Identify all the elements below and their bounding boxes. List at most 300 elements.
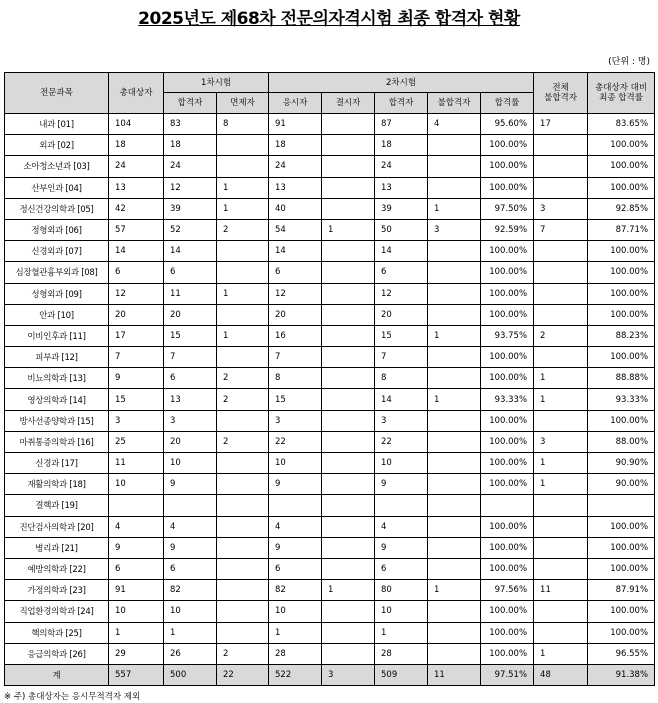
value-cell <box>534 262 588 283</box>
value-cell: 29 <box>109 643 164 664</box>
value-cell: 11 <box>164 283 217 304</box>
value-cell <box>428 431 481 452</box>
header-exam1: 1차시험 <box>164 73 269 93</box>
value-cell <box>322 537 375 558</box>
value-cell: 10 <box>375 601 428 622</box>
table-row <box>5 219 655 240</box>
value-cell: 100.00% <box>481 537 534 558</box>
value-cell: 91 <box>269 114 322 135</box>
value-cell <box>322 325 375 346</box>
value-cell <box>428 622 481 643</box>
value-cell: 6 <box>164 558 217 579</box>
value-cell <box>534 241 588 262</box>
value-cell: 28 <box>269 643 322 664</box>
value-cell: 1 <box>428 325 481 346</box>
value-cell: 88.00% <box>588 431 655 452</box>
table-row <box>5 537 655 558</box>
value-cell: 97.56% <box>481 580 534 601</box>
value-cell: 100.00% <box>481 643 534 664</box>
header-exam2-absent: 결시자 <box>322 93 375 114</box>
value-cell: 22 <box>217 664 269 685</box>
value-cell <box>269 495 322 516</box>
value-cell: 93.75% <box>481 325 534 346</box>
value-cell: 1 <box>164 622 217 643</box>
value-cell: 522 <box>269 664 322 685</box>
value-cell: 92.59% <box>481 219 534 240</box>
table-row <box>5 495 655 516</box>
value-cell: 1 <box>217 198 269 219</box>
value-cell <box>428 601 481 622</box>
header-exam1-exempt: 면제자 <box>217 93 269 114</box>
value-cell: 6 <box>164 368 217 389</box>
value-cell: 9 <box>269 474 322 495</box>
value-cell <box>428 156 481 177</box>
table-body <box>5 114 655 686</box>
value-cell: 4 <box>375 516 428 537</box>
table-row <box>5 558 655 579</box>
value-cell: 17 <box>109 325 164 346</box>
value-cell: 90.00% <box>588 474 655 495</box>
table-row <box>5 410 655 431</box>
value-cell <box>534 558 588 579</box>
table-row <box>5 368 655 389</box>
value-cell: 10 <box>164 601 217 622</box>
value-cell: 7 <box>534 219 588 240</box>
value-cell: 39 <box>164 198 217 219</box>
value-cell: 100.00% <box>481 347 534 368</box>
value-cell: 8 <box>375 368 428 389</box>
value-cell <box>322 198 375 219</box>
value-cell: 100.00% <box>588 537 655 558</box>
page-title: 2025년도 제68차 전문의자격시험 최종 합격자 현황 <box>138 9 520 29</box>
value-cell <box>534 347 588 368</box>
value-cell: 1 <box>428 580 481 601</box>
value-cell <box>109 495 164 516</box>
value-cell: 40 <box>269 198 322 219</box>
value-cell: 6 <box>164 262 217 283</box>
value-cell <box>217 516 269 537</box>
header-exam2: 2차시험 <box>269 73 534 93</box>
dept-name-cell: 안과 [10] <box>5 304 109 325</box>
value-cell: 4 <box>428 114 481 135</box>
dept-name-cell: 소아청소년과 [03] <box>5 156 109 177</box>
value-cell: 100.00% <box>481 474 534 495</box>
value-cell: 1 <box>428 198 481 219</box>
value-cell <box>428 516 481 537</box>
value-cell: 3 <box>322 664 375 685</box>
value-cell <box>217 558 269 579</box>
value-cell: 92.85% <box>588 198 655 219</box>
value-cell: 3 <box>269 410 322 431</box>
value-cell: 20 <box>109 304 164 325</box>
value-cell: 100.00% <box>481 410 534 431</box>
value-cell: 22 <box>269 431 322 452</box>
dept-name-cell: 병리과 [21] <box>5 537 109 558</box>
table-row <box>5 643 655 664</box>
table-row <box>5 325 655 346</box>
value-cell: 1 <box>534 474 588 495</box>
table-row <box>5 389 655 410</box>
value-cell <box>322 177 375 198</box>
value-cell <box>322 601 375 622</box>
value-cell: 1 <box>217 177 269 198</box>
value-cell: 100.00% <box>588 304 655 325</box>
value-cell <box>322 389 375 410</box>
value-cell: 1 <box>217 325 269 346</box>
value-cell <box>534 283 588 304</box>
value-cell: 100.00% <box>481 177 534 198</box>
value-cell: 8 <box>269 368 322 389</box>
value-cell: 14 <box>164 241 217 262</box>
dept-name-cell: 신경과 [17] <box>5 453 109 474</box>
value-cell <box>217 580 269 601</box>
value-cell: 18 <box>375 135 428 156</box>
value-cell <box>322 474 375 495</box>
value-cell <box>217 241 269 262</box>
value-cell: 3 <box>164 410 217 431</box>
value-cell: 100.00% <box>481 516 534 537</box>
value-cell: 100.00% <box>588 262 655 283</box>
value-cell <box>217 304 269 325</box>
value-cell: 10 <box>109 601 164 622</box>
value-cell: 82 <box>164 580 217 601</box>
value-cell <box>322 453 375 474</box>
value-cell: 95.60% <box>481 114 534 135</box>
unit-label: (단위 : 명) <box>608 57 650 67</box>
value-cell: 10 <box>164 453 217 474</box>
value-cell: 24 <box>269 156 322 177</box>
value-cell: 93.33% <box>588 389 655 410</box>
value-cell: 82 <box>269 580 322 601</box>
header-final-fail: 전체 불합격자 <box>534 73 588 114</box>
value-cell <box>217 622 269 643</box>
value-cell: 15 <box>109 389 164 410</box>
value-cell <box>217 495 269 516</box>
value-cell <box>322 410 375 431</box>
value-cell: 9 <box>109 537 164 558</box>
dept-name-cell: 방사선종양학과 [15] <box>5 410 109 431</box>
value-cell: 13 <box>375 177 428 198</box>
value-cell: 100.00% <box>588 601 655 622</box>
value-cell: 6 <box>269 262 322 283</box>
dept-name-cell: 정신건강의학과 [05] <box>5 198 109 219</box>
value-cell <box>217 156 269 177</box>
value-cell <box>322 495 375 516</box>
value-cell: 9 <box>375 537 428 558</box>
value-cell <box>217 537 269 558</box>
value-cell <box>428 347 481 368</box>
value-cell: 39 <box>375 198 428 219</box>
dept-name-cell: 마취통증의학과 [16] <box>5 431 109 452</box>
value-cell: 57 <box>109 219 164 240</box>
value-cell: 22 <box>375 431 428 452</box>
value-cell: 9 <box>375 474 428 495</box>
value-cell: 4 <box>164 516 217 537</box>
value-cell: 1 <box>534 643 588 664</box>
value-cell <box>322 622 375 643</box>
value-cell: 100.00% <box>588 516 655 537</box>
value-cell: 500 <box>164 664 217 685</box>
value-cell: 11 <box>534 580 588 601</box>
dept-name-cell: 예방의학과 [22] <box>5 558 109 579</box>
value-cell: 87.91% <box>588 580 655 601</box>
value-cell: 50 <box>375 219 428 240</box>
table-row <box>5 474 655 495</box>
value-cell <box>534 622 588 643</box>
value-cell: 80 <box>375 580 428 601</box>
value-cell: 1 <box>375 622 428 643</box>
value-cell: 6 <box>375 262 428 283</box>
value-cell <box>534 177 588 198</box>
value-cell <box>534 135 588 156</box>
value-cell: 1 <box>109 622 164 643</box>
table-row <box>5 156 655 177</box>
value-cell: 20 <box>375 304 428 325</box>
dept-name-cell: 응급의학과 [26] <box>5 643 109 664</box>
table-row <box>5 262 655 283</box>
value-cell: 100.00% <box>481 431 534 452</box>
value-cell: 100.00% <box>588 347 655 368</box>
header-final-rate: 총대상자 대비 최종 합격률 <box>588 73 655 114</box>
value-cell: 18 <box>164 135 217 156</box>
table-row <box>5 622 655 643</box>
value-cell <box>322 643 375 664</box>
value-cell: 1 <box>534 368 588 389</box>
value-cell <box>534 156 588 177</box>
value-cell: 9 <box>269 537 322 558</box>
value-cell <box>375 495 428 516</box>
header-exam2-pass: 합격자 <box>375 93 428 114</box>
value-cell <box>428 643 481 664</box>
value-cell: 3 <box>534 431 588 452</box>
value-cell: 10 <box>109 474 164 495</box>
value-cell: 1 <box>322 219 375 240</box>
value-cell: 18 <box>109 135 164 156</box>
value-cell: 3 <box>109 410 164 431</box>
value-cell <box>534 410 588 431</box>
value-cell: 100.00% <box>481 368 534 389</box>
dept-name-cell: 계 <box>5 664 109 685</box>
value-cell: 90.90% <box>588 453 655 474</box>
value-cell <box>322 431 375 452</box>
table-row <box>5 601 655 622</box>
value-cell: 54 <box>269 219 322 240</box>
value-cell <box>428 241 481 262</box>
value-cell: 100.00% <box>588 558 655 579</box>
value-cell: 10 <box>269 453 322 474</box>
value-cell: 6 <box>109 262 164 283</box>
value-cell <box>428 474 481 495</box>
table-row <box>5 283 655 304</box>
value-cell <box>534 537 588 558</box>
value-cell <box>322 241 375 262</box>
value-cell: 48 <box>534 664 588 685</box>
value-cell: 87 <box>375 114 428 135</box>
dept-name-cell: 신경외과 [07] <box>5 241 109 262</box>
table-row <box>5 114 655 135</box>
table-row <box>5 177 655 198</box>
header-exam1-pass: 합격자 <box>164 93 217 114</box>
value-cell <box>217 453 269 474</box>
value-cell <box>217 474 269 495</box>
value-cell: 4 <box>269 516 322 537</box>
value-cell: 1 <box>217 283 269 304</box>
value-cell: 87.71% <box>588 219 655 240</box>
value-cell: 557 <box>109 664 164 685</box>
value-cell <box>217 347 269 368</box>
header-exam2-fail: 불합격자 <box>428 93 481 114</box>
value-cell <box>428 368 481 389</box>
value-cell: 42 <box>109 198 164 219</box>
header-exam2-applicants: 응시자 <box>269 93 322 114</box>
value-cell: 11 <box>109 453 164 474</box>
value-cell: 97.51% <box>481 664 534 685</box>
value-cell: 3 <box>534 198 588 219</box>
value-cell: 100.00% <box>588 283 655 304</box>
value-cell: 9 <box>164 474 217 495</box>
value-cell: 83.65% <box>588 114 655 135</box>
table-row <box>5 304 655 325</box>
value-cell: 24 <box>375 156 428 177</box>
header-total-target: 총대상자 <box>109 73 164 114</box>
value-cell: 14 <box>269 241 322 262</box>
value-cell: 100.00% <box>481 304 534 325</box>
value-cell: 100.00% <box>481 135 534 156</box>
value-cell: 100.00% <box>588 135 655 156</box>
value-cell: 10 <box>269 601 322 622</box>
value-cell: 15 <box>164 325 217 346</box>
dept-name-cell: 영상의학과 [14] <box>5 389 109 410</box>
value-cell <box>534 516 588 537</box>
table-row <box>5 431 655 452</box>
value-cell: 100.00% <box>481 156 534 177</box>
footnote: ※ 주) 총대상자는 응시무적격자 제외 <box>4 692 141 702</box>
value-cell <box>428 410 481 431</box>
value-cell: 2 <box>217 219 269 240</box>
value-cell <box>217 135 269 156</box>
value-cell <box>322 135 375 156</box>
value-cell: 9 <box>164 537 217 558</box>
value-cell: 100.00% <box>481 283 534 304</box>
value-cell <box>322 516 375 537</box>
value-cell: 100.00% <box>481 558 534 579</box>
value-cell <box>322 347 375 368</box>
value-cell: 15 <box>375 325 428 346</box>
value-cell: 1 <box>534 389 588 410</box>
value-cell: 1 <box>322 580 375 601</box>
value-cell: 11 <box>428 664 481 685</box>
value-cell: 9 <box>109 368 164 389</box>
value-cell <box>428 262 481 283</box>
dept-name-cell: 심장혈관흉부외과 [08] <box>5 262 109 283</box>
value-cell <box>428 495 481 516</box>
value-cell: 100.00% <box>481 262 534 283</box>
value-cell: 97.50% <box>481 198 534 219</box>
value-cell: 83 <box>164 114 217 135</box>
value-cell <box>428 283 481 304</box>
value-cell: 20 <box>269 304 322 325</box>
value-cell: 88.23% <box>588 325 655 346</box>
dept-name-cell: 재활의학과 [18] <box>5 474 109 495</box>
value-cell <box>481 495 534 516</box>
value-cell: 8 <box>217 114 269 135</box>
value-cell: 17 <box>534 114 588 135</box>
header-exam2-rate: 합격률 <box>481 93 534 114</box>
value-cell: 14 <box>375 241 428 262</box>
value-cell: 104 <box>109 114 164 135</box>
value-cell: 26 <box>164 643 217 664</box>
value-cell: 7 <box>375 347 428 368</box>
value-cell: 14 <box>375 389 428 410</box>
value-cell: 7 <box>109 347 164 368</box>
value-cell: 7 <box>269 347 322 368</box>
value-cell <box>428 453 481 474</box>
value-cell: 12 <box>164 177 217 198</box>
value-cell: 10 <box>375 453 428 474</box>
results-table <box>4 72 655 686</box>
table-row <box>5 198 655 219</box>
value-cell: 16 <box>269 325 322 346</box>
value-cell <box>217 410 269 431</box>
value-cell: 93.33% <box>481 389 534 410</box>
value-cell <box>164 495 217 516</box>
dept-name-cell: 핵의학과 [25] <box>5 622 109 643</box>
total-row <box>5 664 655 685</box>
value-cell: 100.00% <box>588 156 655 177</box>
table-row <box>5 453 655 474</box>
value-cell <box>322 304 375 325</box>
value-cell: 18 <box>269 135 322 156</box>
value-cell: 1 <box>534 453 588 474</box>
value-cell <box>322 558 375 579</box>
dept-name-cell: 외과 [02] <box>5 135 109 156</box>
value-cell: 100.00% <box>588 177 655 198</box>
value-cell: 96.55% <box>588 643 655 664</box>
value-cell: 91.38% <box>588 664 655 685</box>
value-cell: 2 <box>534 325 588 346</box>
value-cell <box>428 177 481 198</box>
value-cell <box>217 601 269 622</box>
value-cell: 100.00% <box>588 622 655 643</box>
value-cell: 12 <box>375 283 428 304</box>
value-cell <box>428 558 481 579</box>
value-cell <box>322 283 375 304</box>
value-cell: 13 <box>164 389 217 410</box>
value-cell: 2 <box>217 643 269 664</box>
value-cell: 6 <box>375 558 428 579</box>
value-cell <box>588 495 655 516</box>
dept-name-cell: 가정의학과 [23] <box>5 580 109 601</box>
value-cell <box>428 135 481 156</box>
value-cell <box>322 262 375 283</box>
table-row <box>5 580 655 601</box>
value-cell: 15 <box>269 389 322 410</box>
header-dept: 전문과목 <box>5 73 109 114</box>
value-cell: 13 <box>269 177 322 198</box>
value-cell <box>534 601 588 622</box>
value-cell: 91 <box>109 580 164 601</box>
dept-name-cell: 정형외과 [06] <box>5 219 109 240</box>
value-cell <box>428 304 481 325</box>
value-cell: 24 <box>109 156 164 177</box>
table-row <box>5 516 655 537</box>
value-cell: 13 <box>109 177 164 198</box>
value-cell: 14 <box>109 241 164 262</box>
value-cell: 1 <box>428 389 481 410</box>
dept-name-cell: 비뇨의학과 [13] <box>5 368 109 389</box>
dept-name-cell: 결핵과 [19] <box>5 495 109 516</box>
dept-name-cell: 성형외과 [09] <box>5 283 109 304</box>
